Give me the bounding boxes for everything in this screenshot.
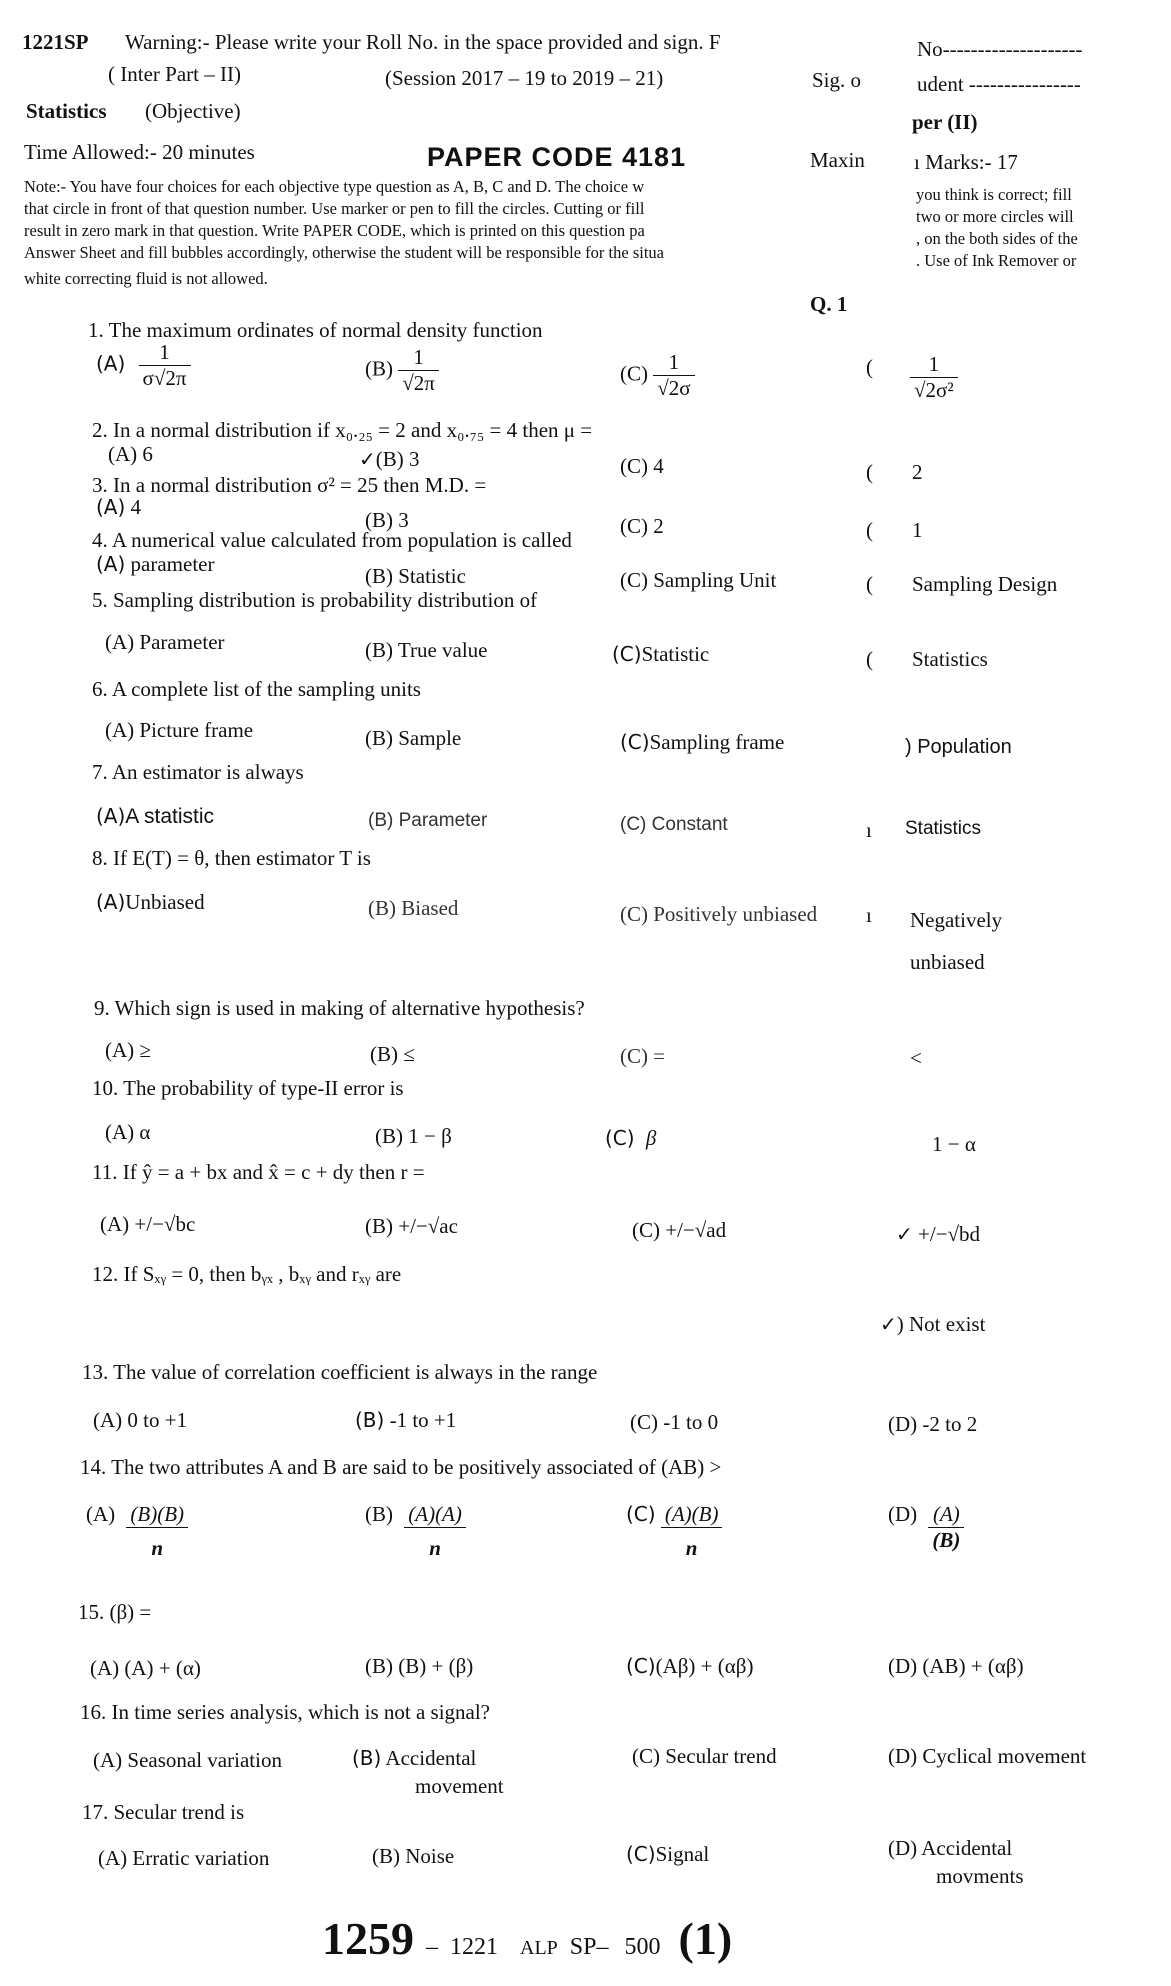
q7-option-b: (B) Parameter (368, 810, 488, 831)
check-mark-icon: (A) (96, 495, 126, 519)
q6-option-d: ) Population (905, 736, 1012, 758)
q15-option-b: (B) (B) + (β) (365, 1654, 474, 1678)
q13-option-a: (A) 0 to +1 (93, 1408, 188, 1432)
fraction-numerator: (A)(B) (664, 1502, 719, 1526)
option-text: Accidental (385, 1746, 477, 1770)
q15-option-d: (D) (AB) + (αβ) (888, 1654, 1024, 1678)
footer-sp: SP– (569, 1934, 609, 1960)
option-paren: ( (866, 518, 873, 542)
fraction-numerator: 1 (668, 350, 680, 374)
q17-option-a: (A) Erratic variation (98, 1846, 270, 1870)
note-line: two or more circles will (916, 207, 1074, 226)
fraction-numerator: 1 (928, 352, 940, 376)
option-text: Sampling frame (649, 730, 785, 754)
question-1: 1. The maximum ordinates of normal density function (88, 318, 543, 342)
q13-option-d: (D) -2 to 2 (888, 1412, 978, 1436)
q8-option-d (866, 903, 872, 928)
session: (Session 2017 – 19 to 2019 – 21) (385, 66, 664, 90)
fraction-numerator: 1 (413, 345, 424, 369)
option-text: (Aβ) + (αβ) (655, 1654, 754, 1678)
q14-option-a (86, 1502, 188, 1561)
footer (322, 1912, 732, 1965)
fraction-denominator: n (404, 1527, 466, 1561)
q3-option-d (866, 518, 873, 543)
q9-option-d: < (910, 1046, 922, 1070)
option-text: β (645, 1126, 657, 1150)
question-6: 6. A complete list of the sampling units (92, 677, 421, 701)
q1-option-c (620, 350, 695, 401)
question-4: 4. A numerical value calculated from population is called (92, 528, 572, 552)
q2-option-d-value: 2 (912, 460, 923, 484)
option-text: Statistic (641, 642, 710, 666)
q17-option-d: (D) Accidental (888, 1836, 1013, 1860)
fraction-numerator: (A) (932, 1502, 960, 1526)
q17-option-d-line2: movments (936, 1864, 1024, 1888)
q3-option-b: (B) 3 (365, 508, 409, 532)
footer-code: 1221 (450, 1934, 498, 1960)
option-text: A statistic (125, 805, 214, 828)
option-text: Unbiased (125, 890, 205, 914)
option-paren: ı (866, 903, 872, 927)
check-mark-icon: ✓ (359, 447, 376, 471)
q6-option-c (620, 730, 784, 755)
q3-option-d-value: 1 (912, 518, 923, 542)
q4-option-b: (B) Statistic (365, 564, 466, 588)
question-5: 5. Sampling distribution is probability distribution of (92, 588, 538, 612)
q2-option-c: (C) 4 (620, 454, 664, 478)
note-line: white correcting fluid is not allowed. (24, 269, 268, 288)
q10-option-b: (B) 1 − β (375, 1124, 452, 1148)
fraction-denominator: √2σ² (910, 377, 958, 403)
fraction-denominator: n (126, 1527, 188, 1561)
fraction-denominator: (B) (928, 1527, 964, 1553)
question-label: Q. 1 (810, 292, 848, 316)
q2-option-d (866, 460, 873, 485)
question-13: 13. The value of correlation coefficient is always in the range (82, 1360, 598, 1384)
q13-option-c: (C) -1 to 0 (630, 1410, 719, 1434)
check-mark-icon: (C) (626, 1502, 656, 1526)
q5-option-b: (B) True value (365, 638, 488, 662)
q17-option-b: (B) Noise (372, 1844, 455, 1868)
fraction-denominator: σ√2π (139, 365, 191, 391)
q4-option-c: (C) Sampling Unit (620, 568, 777, 592)
option-text: ) Not exist (896, 1312, 986, 1336)
q14-option-c (626, 1502, 722, 1561)
max-marks: ı Marks:- 17 (914, 150, 1018, 174)
q16-option-a: (A) Seasonal variation (93, 1748, 282, 1772)
question-11: 11. If ŷ = a + bx and x̂ = c + dy then r = (92, 1160, 425, 1184)
q4-option-d (866, 572, 873, 597)
footer-dash: – (426, 1934, 438, 1960)
check-mark-icon: (B) (355, 1408, 385, 1432)
q9-option-c: (C) = (620, 1044, 666, 1068)
paper-number: per (II) (912, 110, 978, 134)
q8-option-b: (B) Biased (368, 896, 459, 920)
time-allowed: Time Allowed:- 20 minutes (24, 140, 255, 164)
fraction-denominator: √2π (398, 370, 439, 396)
objective-label: (Objective) (145, 99, 241, 123)
q16-option-d: (D) Cyclical movement (888, 1744, 1087, 1768)
q3-option-a (96, 495, 141, 520)
option-label: ( (866, 355, 873, 379)
q10-option-a: (A) α (105, 1120, 151, 1144)
q8-option-a (96, 890, 205, 915)
q2-option-b (359, 447, 420, 472)
option-paren: ( (866, 460, 873, 484)
q1-option-b (365, 345, 439, 396)
roll-no-field: No-------------------- (917, 37, 1083, 61)
note-line: that circle in front of that question number. Use marker or pen to fill the circles. Cutting or fill (24, 199, 645, 218)
check-mark-icon: ✓ (896, 1222, 913, 1246)
signature-label: Sig. o (812, 68, 862, 92)
q11-option-c: (C) +/−√ad (632, 1218, 727, 1242)
q11-option-b: (B) +/−√ac (365, 1214, 458, 1238)
footer-count: 500 (624, 1934, 661, 1960)
paper-id: 1221SP (22, 30, 89, 54)
option-label: (B) (365, 1502, 393, 1526)
subject: Statistics (26, 99, 107, 123)
option-text: 4 (130, 495, 142, 519)
note-line: , on the both sides of the (916, 229, 1078, 248)
q16-option-b (352, 1746, 476, 1771)
q5-option-d-value: Statistics (912, 647, 988, 671)
note-line: you think is correct; fill (916, 185, 1072, 204)
q9-option-b: (B) ≤ (370, 1042, 415, 1066)
q10-option-c (605, 1126, 656, 1151)
check-mark-icon: (A) (96, 890, 126, 914)
q8-option-d-line2: unbiased (910, 950, 985, 974)
q4-option-a (96, 552, 215, 577)
q17-option-c (626, 1842, 709, 1867)
option-text: (B) 3 (375, 447, 420, 471)
check-mark-icon: (A) (96, 804, 126, 828)
instructions-note-right (916, 184, 1078, 272)
option-paren: ı (866, 818, 872, 842)
maximum-label: Maxin (810, 148, 865, 172)
question-10: 10. The probability of type-II error is (92, 1076, 404, 1100)
option-text: Signal (655, 1842, 710, 1866)
question-9: 9. Which sign is used in making of alternative hypothesis? (94, 996, 585, 1020)
q1-option-d-value (910, 352, 958, 403)
q11-option-d (896, 1222, 980, 1247)
option-text: +/−√bd (918, 1222, 981, 1246)
question-14: 14. The two attributes A and B are said to be positively associated of (AB) > (80, 1455, 722, 1479)
fraction-numerator: 1 (159, 340, 170, 364)
q9-option-a: (A) ≥ (105, 1038, 151, 1062)
check-mark-icon: (C) (605, 1126, 635, 1150)
q7-option-d (866, 818, 872, 843)
instructions-note (24, 176, 664, 290)
warning-text: Warning:- Please write your Roll No. in the space provided and sign. F (125, 30, 721, 54)
q13-option-b (355, 1408, 456, 1433)
check-mark-icon: (B) (352, 1746, 382, 1770)
option-label: (B) (365, 356, 393, 381)
question-7: 7. An estimator is always (92, 760, 304, 784)
option-label: (D) (888, 1502, 918, 1526)
q14-option-b (365, 1502, 466, 1561)
q5-option-a: (A) Parameter (105, 630, 225, 654)
question-16: 16. In time series analysis, which is not a signal? (80, 1700, 491, 1724)
fraction-numerator: (B)(B) (130, 1502, 185, 1526)
fraction-denominator: n (661, 1527, 723, 1561)
note-line: Note:- You have four choices for each objective type question as A, B, C and D. The choice w (24, 177, 645, 196)
fraction-denominator: √2σ (653, 375, 694, 401)
q10-option-d: 1 − α (932, 1132, 976, 1156)
paper-code: PAPER CODE 4181 (427, 142, 687, 172)
check-mark-icon: (A) (96, 552, 126, 576)
q6-option-b: (B) Sample (365, 726, 462, 750)
q15-option-a: (A) (A) + (α) (90, 1656, 201, 1680)
q1-option-a (96, 340, 191, 391)
page-number: (1) (678, 1913, 733, 1964)
question-15: 15. (β) = (78, 1600, 152, 1624)
q8-option-c: (C) Positively unbiased (620, 902, 818, 926)
footer-number: 1259 (322, 1913, 414, 1964)
q5-option-c (612, 642, 709, 667)
q8-option-d-line1: Negatively (910, 908, 1003, 932)
q7-option-c: (C) Constant (620, 814, 728, 835)
q3-option-c: (C) 2 (620, 514, 664, 538)
question-3: 3. In a normal distribution σ² = 25 then M.D. = (92, 473, 487, 497)
option-text: -1 to +1 (389, 1408, 457, 1432)
q1-option-d (866, 355, 873, 380)
q11-option-a: (A) +/−√bc (100, 1212, 196, 1236)
option-paren: ( (866, 647, 873, 671)
note-line: result in zero mark in that question. Write PAPER CODE, which is printed on this question pa (24, 221, 645, 240)
q2-option-a: (A) 6 (108, 442, 153, 466)
q12-option-d (880, 1312, 985, 1337)
check-mark-icon: (C) (612, 642, 642, 666)
check-mark-icon: (A) (96, 351, 126, 376)
question-2: 2. In a normal distribution if x₀.₂₅ = 2 and x₀.₇₅ = 4 then μ = (92, 418, 593, 442)
q7-option-a (96, 804, 214, 829)
question-17: 17. Secular trend is (82, 1800, 245, 1824)
option-text: parameter (130, 552, 215, 576)
q4-option-d-value: Sampling Design (912, 572, 1058, 596)
check-mark-icon: (C) (626, 1654, 656, 1678)
fraction-numerator: (A)(A) (408, 1502, 462, 1526)
footer-alp: ALP (520, 1937, 558, 1959)
note-line: Answer Sheet and fill bubbles accordingly, otherwise the student will be responsible for the situa (24, 243, 664, 262)
note-line: . Use of Ink Remover or (916, 251, 1077, 270)
question-12: 12. If Sₓᵧ = 0, then bᵧₓ , bₓᵧ and rₓᵧ are (92, 1262, 402, 1286)
question-8: 8. If E(T) = θ, then estimator T is (92, 846, 371, 870)
option-paren: ( (866, 572, 873, 596)
q6-option-a: (A) Picture frame (105, 718, 254, 742)
q16-option-c: (C) Secular trend (632, 1744, 777, 1768)
check-mark-icon: (C) (620, 730, 650, 754)
q15-option-c (626, 1654, 753, 1679)
option-label: (A) (86, 1502, 116, 1526)
inter-part: ( Inter Part – II) (108, 62, 241, 86)
q16-option-b-line2: movement (415, 1774, 504, 1798)
q7-option-d-value: Statistics (905, 818, 982, 839)
check-mark-icon: ✓ (880, 1312, 897, 1336)
check-mark-icon: (C) (626, 1842, 656, 1866)
option-label: (C) (620, 361, 648, 386)
student-field: udent ---------------- (917, 72, 1081, 96)
q5-option-d (866, 647, 873, 672)
q14-option-d (888, 1502, 964, 1553)
